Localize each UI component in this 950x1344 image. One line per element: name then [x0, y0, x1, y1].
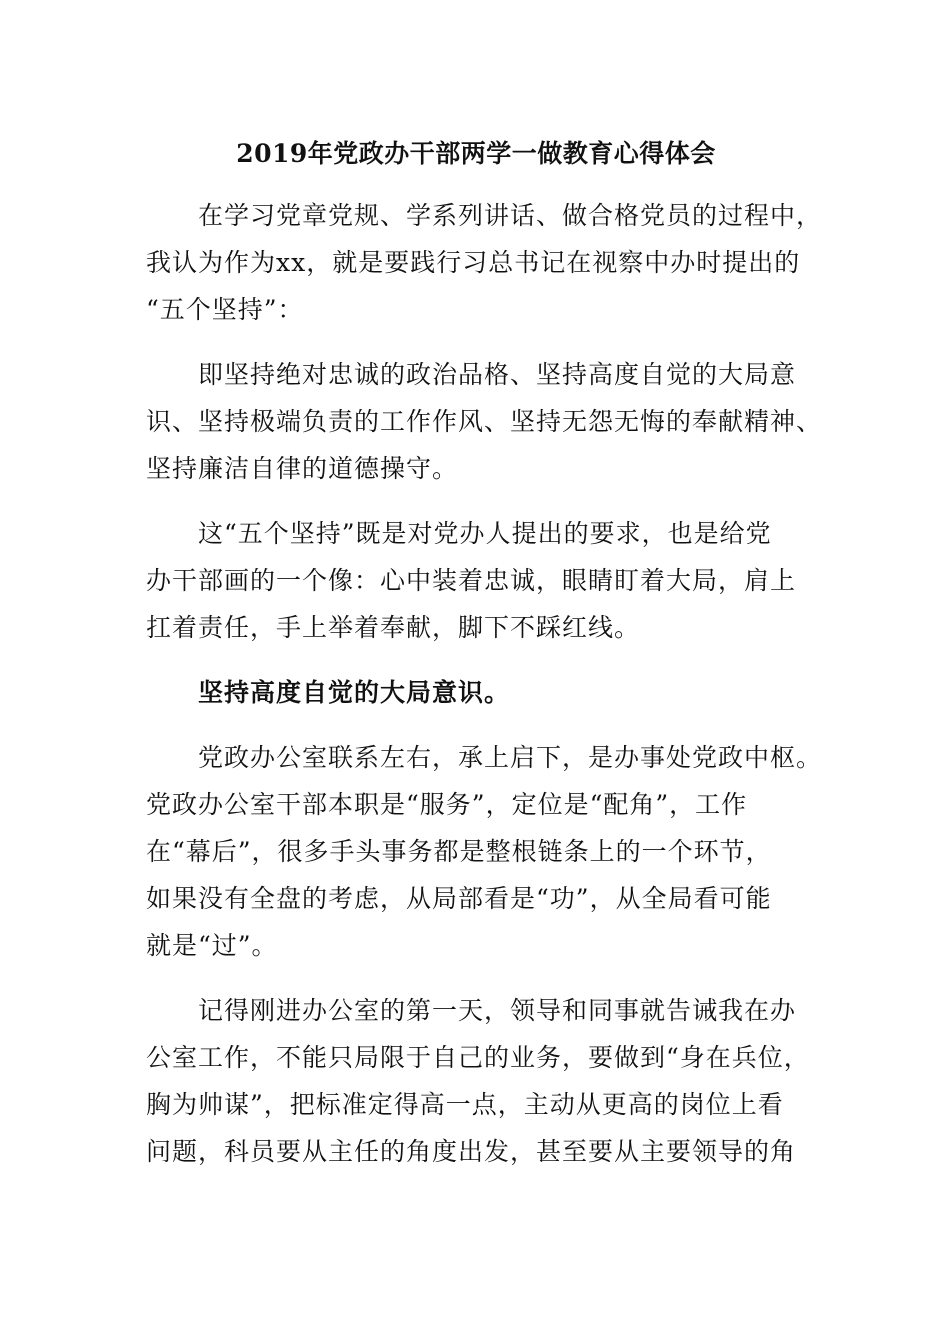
paragraph-line: 如果没有全盘的考虑，从局部看是“功”，从全局看可能 — [146, 884, 772, 913]
paragraph-portrait-description — [146, 510, 806, 651]
paragraph-line: 即坚持绝对忠诚的政治品格、坚持高度自觉的大局意 — [198, 360, 797, 389]
document-page — [146, 134, 823, 1193]
paragraph-line: 办干部画的一个像：心中装着忠诚，眼睛盯着大局，肩上 — [146, 566, 797, 595]
section-heading — [146, 669, 806, 716]
paragraph-first-day-memory — [146, 987, 810, 1175]
paragraph-line: 公室工作，不能只局限于自己的业务，要做到“身在兵位， — [146, 1043, 810, 1072]
paragraph-line: 我认为作为xx，就是要践行习总书记在视察中办时提出的 — [146, 248, 801, 277]
paragraph-line: 扛着责任，手上举着奉献，脚下不踩红线。 — [146, 613, 641, 642]
paragraph-office-role — [146, 734, 823, 969]
paragraph-line: 在“幕后”，很多手头事务都是整根链条上的一个环节， — [146, 837, 772, 866]
paragraph-line: 党政办公室干部本职是“服务”，定位是“配角”，工作 — [146, 790, 748, 819]
paragraph-line: 记得刚进办公室的第一天，领导和同事就告诫我在办 — [198, 996, 797, 1025]
paragraph-five-persistences-intro — [146, 192, 823, 333]
paragraph-five-persistences-list — [146, 351, 823, 492]
paragraph-line: 坚持廉洁自律的道德操守。 — [146, 454, 459, 483]
section-heading-text: 坚持高度自觉的大局意识。 — [198, 678, 511, 707]
paragraph-line: 就是“过”。 — [146, 931, 278, 960]
paragraph-line: 在学习党章党规、学系列讲话、做合格党员的过程中， — [198, 201, 823, 230]
paragraph-line: “五个坚持”： — [146, 295, 304, 324]
paragraph-line: 问题，科员要从主任的角度出发，甚至要从主要领导的角 — [146, 1137, 797, 1166]
paragraph-line: 这“五个坚持”既是对党办人提出的要求，也是给党 — [198, 519, 772, 548]
paragraph-line: 识、坚持极端负责的工作作风、坚持无怨无悔的奉献精神、 — [146, 407, 823, 436]
document-title: 2019年党政办干部两学一做教育心得体会 — [236, 139, 716, 168]
paragraph-line: 胸为帅谋”，把标准定得高一点，主动从更高的岗位上看 — [146, 1090, 784, 1119]
paragraph-line: 党政办公室联系左右，承上启下，是办事处党政中枢。 — [198, 743, 823, 772]
